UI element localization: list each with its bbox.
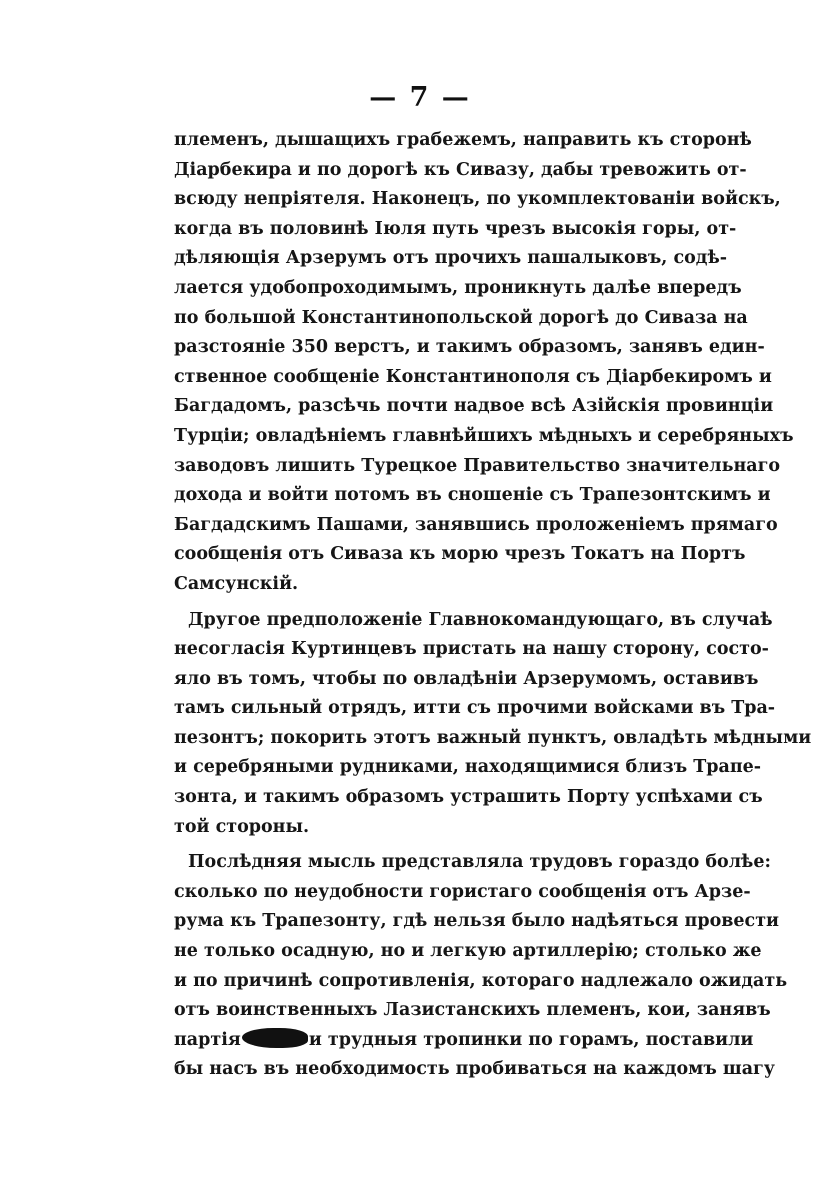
text-line: по большой Константинопольской дорогѣ до Сиваза на (174, 307, 748, 328)
text-line: той стороны. (174, 816, 310, 837)
body-text (174, 126, 812, 1085)
text-line: когда въ половинѣ Іюля путь чрезъ высокія горы, от- (174, 218, 737, 239)
text-line: племенъ, дышащихъ грабежемъ, направить къ сторонѣ (174, 130, 752, 150)
text-line: ственное сообщеніе Константинополя съ Діарбекиромъ и (174, 366, 772, 387)
text-line: Багдадскимъ Пашами, занявшись проложеніемъ прямаго (174, 514, 778, 535)
text-line: не только осадную, но и легкую артиллерію; столько же (174, 941, 762, 962)
text-line: и по причинѣ сопротивленія, котораго надлежало ожидать (174, 970, 788, 991)
text-line: Самсунскій. (174, 573, 299, 594)
text-line: тамъ сильный отрядъ, итти съ прочими войсками въ Тра- (174, 698, 776, 719)
text-line: Другое предположеніе Главнокомандующаго, въ случаѣ (188, 609, 773, 630)
text-line: и серебряными рудниками, находящимися близъ Трапе- (174, 757, 762, 778)
text-line: яло въ томъ, чтобы по овладѣніи Арзерумомъ, оставивъ (174, 668, 759, 689)
text-line: отъ воинственныхъ Лазистанскихъ племенъ, кои, занявъ (174, 1000, 771, 1021)
text-line: дохода и войти потомъ въ сношеніе съ Трапезонтскимъ и (174, 485, 771, 506)
text-line: рума къ Трапезонту, гдѣ нельзя было надѣяться провести (174, 911, 780, 932)
text-line: заводовъ лишить Турецкое Правительство значительнаго (174, 455, 781, 476)
page-number: — 7 — (369, 82, 471, 113)
text-line: несогласія Куртинцевъ пристать на нашу сторону, состо- (174, 639, 769, 660)
text-fragment: и трудныя тропинки по горамъ, поставили (308, 1029, 754, 1050)
text-line: зонта, и такимъ образомъ устрашить Порту успѣхами съ (174, 787, 763, 808)
text-line: Турціи; овладѣніемъ главнѣйшихъ мѣдныхъ и серебряныхъ (174, 425, 794, 446)
blotted-text-line (174, 1026, 754, 1056)
text-line: бы насъ въ необходимость пробиваться на каждомъ шагу (174, 1059, 775, 1080)
paragraph-1 (174, 126, 794, 600)
ink-blot (242, 1028, 308, 1048)
text-line: лается удобопроходимымъ, проникнуть далѣе впередъ (174, 277, 742, 298)
text-line: Послѣдняя мысль представляла трудовъ гораздо болѣе: (188, 852, 771, 873)
text-line: разстояніе 350 верстъ, и такимъ образомъ, занявъ един- (174, 337, 765, 358)
text-line: сколько по неудобности гористаго сообщенія отъ Арзе- (174, 881, 751, 902)
text-line: сообщенія отъ Сиваза къ морю чрезъ Токатъ на Портъ (174, 544, 746, 565)
text-line: Діарбекира и по дорогѣ къ Сивазу, дабы тревожить от- (174, 159, 747, 180)
text-line: дѣляющія Арзерумъ отъ прочихъ пашалыковъ, содѣ- (174, 248, 728, 269)
text-fragment: партія (174, 1029, 241, 1050)
text-line: пезонтъ; покорить этотъ важный пунктъ, овладѣть мѣдными (174, 727, 812, 748)
paragraph-3 (174, 848, 788, 1085)
text-line: Багдадомъ, разсѣчь почти надвое всѣ Азійскія провинціи (174, 396, 774, 417)
text-line: всюду непріятеля. Наконецъ, по укомплектованіи войскъ, (174, 189, 781, 210)
paragraph-2 (174, 606, 812, 843)
